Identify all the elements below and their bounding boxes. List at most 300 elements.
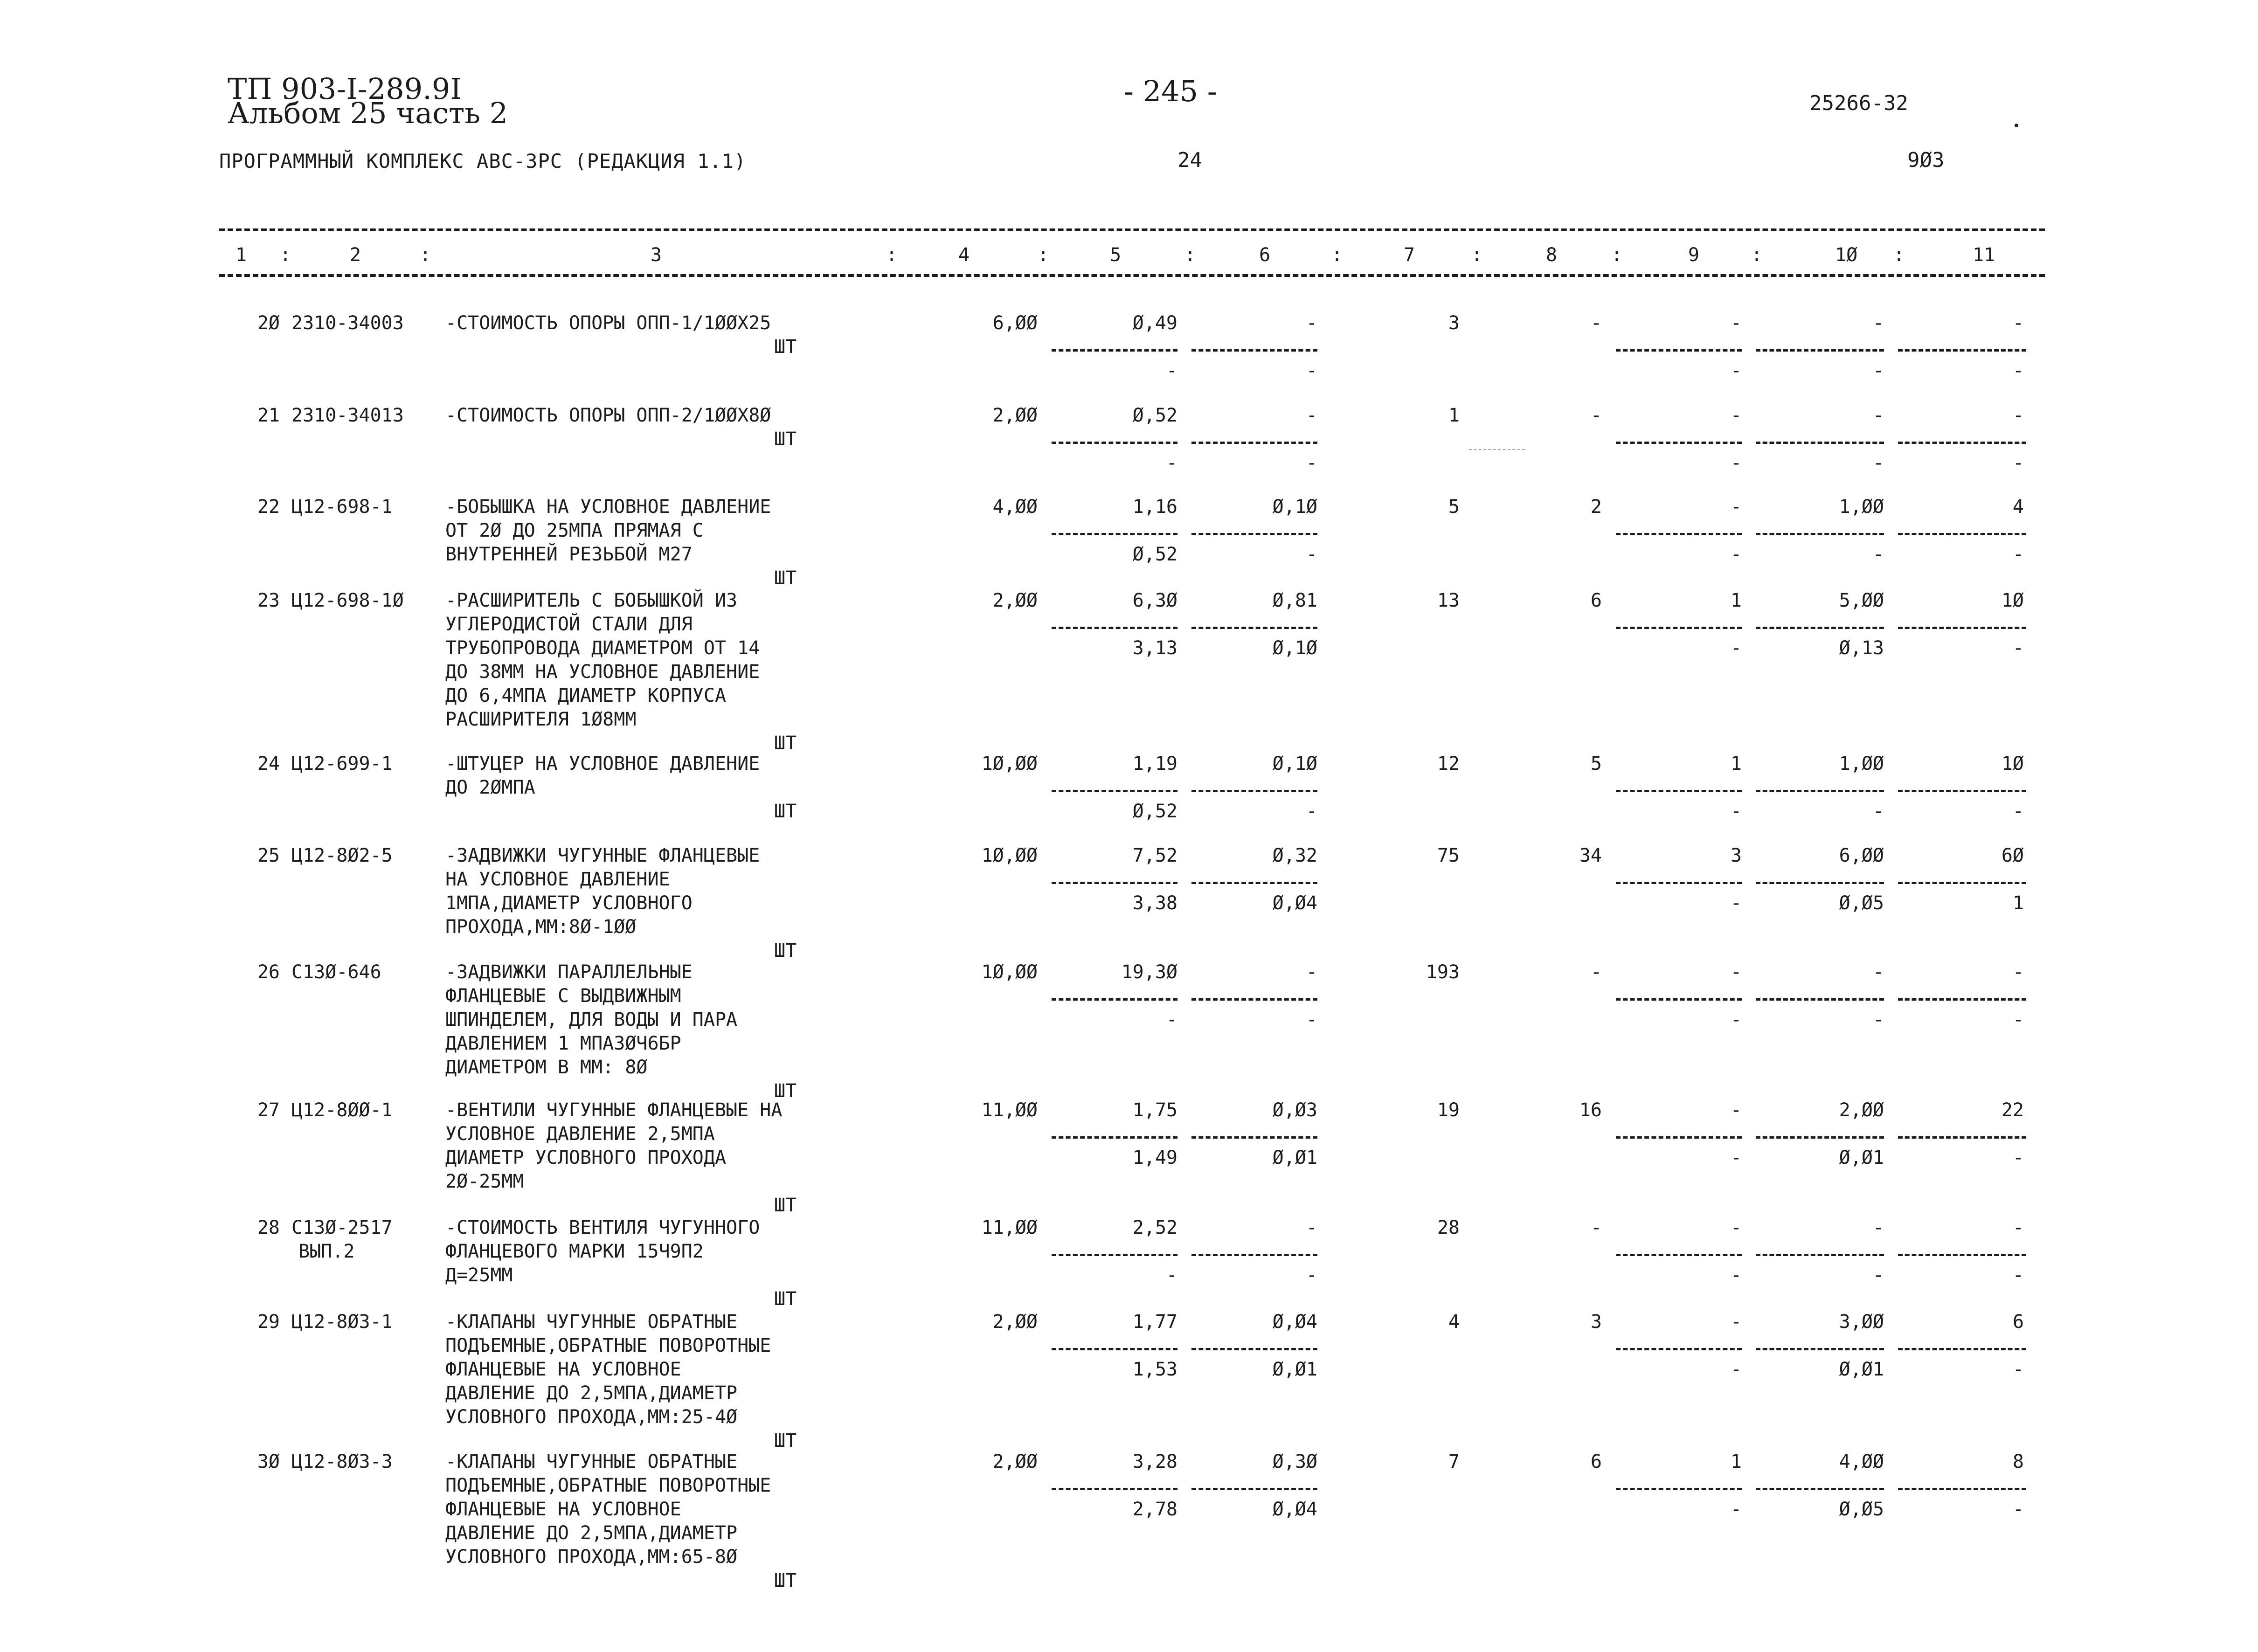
row-number: 23 — [257, 590, 280, 611]
row-description: УСЛОВНОГО ПРОХОДА,ММ:65-8Ø — [445, 1546, 738, 1568]
fraction-line — [1191, 349, 1317, 352]
cell-c6: - — [1306, 312, 1317, 334]
cell-c11: - — [2012, 1217, 2024, 1238]
cell-c9b: - — [1730, 1265, 1742, 1286]
cell-c11b: - — [2012, 1499, 2024, 1520]
fraction-line — [1616, 1254, 1742, 1256]
row-number: 27 — [257, 1099, 280, 1121]
cell-c11: 22 — [2001, 1099, 2024, 1121]
row-code: Ц12-8Ø3-1 — [291, 1311, 393, 1333]
header-number-903: 9Ø3 — [1907, 148, 1945, 172]
cell-c11: - — [2012, 405, 2024, 426]
cell-c8: - — [1590, 1217, 1602, 1238]
row-description: -ВЕНТИЛИ ЧУГУННЫЕ ФЛАНЦЕВЫЕ НА — [445, 1099, 783, 1121]
row-unit: ШТ — [774, 429, 797, 450]
cell-c8: - — [1590, 312, 1602, 334]
cell-c6: Ø,3Ø — [1272, 1451, 1317, 1472]
row-number: 28 — [257, 1217, 280, 1238]
column-header-2: 2 — [350, 244, 361, 266]
cell-c4: 1Ø,ØØ — [981, 845, 1038, 866]
cell-c11b: - — [2012, 1265, 2024, 1286]
row-description: ВНУТРЕННЕЙ РЕЗЬБОЙ М27 — [445, 544, 693, 565]
fraction-line — [1756, 1136, 1884, 1139]
fraction-line — [1052, 1488, 1177, 1490]
row-number: 24 — [257, 753, 280, 774]
cell-c11b: - — [2012, 452, 2024, 474]
cell-c7: 19 — [1437, 1099, 1460, 1121]
cell-c5: 6,3Ø — [1132, 590, 1177, 611]
cell-c7: 1 — [1448, 405, 1460, 426]
cell-c4: 2,ØØ — [992, 1451, 1038, 1472]
column-separator: : — [280, 244, 291, 266]
column-header-7: 7 — [1404, 244, 1415, 266]
cell-c5b: 1,49 — [1132, 1147, 1177, 1168]
row-description: -СТОИМОСТЬ ОПОРЫ ОПП-2/1ØØХ8Ø — [445, 405, 771, 426]
cell-c10: - — [1872, 405, 1884, 426]
cell-c8: 5 — [1590, 753, 1602, 774]
cell-c6b: Ø,Ø4 — [1272, 892, 1317, 914]
cell-c9: - — [1730, 961, 1742, 983]
cell-c10b: Ø,Ø1 — [1839, 1359, 1884, 1380]
cell-c11b: - — [2012, 637, 2024, 659]
cell-c6: Ø,Ø4 — [1272, 1311, 1317, 1333]
row-description: ТРУБОПРОВОДА ДИАМЕТРОМ ОТ 14 — [445, 637, 760, 659]
cell-c9b: - — [1730, 1359, 1742, 1380]
cell-c10b: Ø,Ø1 — [1839, 1147, 1884, 1168]
table-header-rule — [219, 274, 2045, 277]
row-number: 2Ø — [257, 312, 280, 334]
column-separator: : — [1471, 244, 1483, 266]
fraction-line — [1898, 882, 2026, 884]
row-description: НА УСЛОВНОЕ ДАВЛЕНИЕ — [445, 869, 670, 890]
cell-c5b: 1,53 — [1132, 1359, 1177, 1380]
cell-c9: 1 — [1730, 1451, 1742, 1472]
row-description: -ШТУЦЕР НА УСЛОВНОЕ ДАВЛЕНИЕ — [445, 753, 760, 774]
row-unit: ШТ — [774, 1288, 797, 1310]
row-code: Ц12-8ØØ-1 — [291, 1099, 393, 1121]
cell-c11: 8 — [2012, 1451, 2024, 1472]
cell-c9: - — [1730, 496, 1742, 518]
fraction-line — [1898, 998, 2026, 1001]
cell-c10: 1,ØØ — [1839, 496, 1884, 518]
cell-c6b: Ø,Ø1 — [1272, 1359, 1317, 1380]
fraction-line — [1052, 1136, 1177, 1139]
cell-c8: - — [1590, 405, 1602, 426]
cell-c5: 19,3Ø — [1121, 961, 1177, 983]
cell-c10b: Ø,Ø5 — [1839, 1499, 1884, 1520]
row-code: 2310-34013 — [291, 405, 404, 426]
row-description: Д=25ММ — [445, 1265, 513, 1286]
fraction-line — [1898, 1136, 2026, 1139]
row-number: 29 — [257, 1311, 280, 1333]
cell-c6: - — [1306, 1217, 1317, 1238]
row-code: 2310-34003 — [291, 312, 404, 334]
cell-c4: 1Ø,ØØ — [981, 961, 1038, 983]
cell-c5b: 2,78 — [1132, 1499, 1177, 1520]
row-description: -СТОИМОСТЬ ОПОРЫ ОПП-1/1ØØХ25 — [445, 312, 771, 334]
column-separator: : — [1038, 244, 1049, 266]
cell-c6b: Ø,Ø4 — [1272, 1499, 1317, 1520]
cell-c11b: - — [2012, 1359, 2024, 1380]
cell-c4: 11,ØØ — [981, 1217, 1038, 1238]
album-label: Альбом 25 часть 2 — [228, 96, 508, 130]
row-description: ПРОХОДА,ММ:8Ø-1ØØ — [445, 916, 637, 938]
row-description: ПОДЪЕМНЫЕ,ОБРАТНЫЕ ПОВОРОТНЫЕ — [445, 1335, 771, 1356]
fraction-line — [1616, 349, 1742, 352]
cell-c8: 6 — [1590, 590, 1602, 611]
cell-c4: 6,ØØ — [992, 312, 1038, 334]
fraction-line — [1898, 790, 2026, 792]
cell-c9: 1 — [1730, 753, 1742, 774]
row-unit: ШТ — [774, 1430, 797, 1452]
row-code: С13Ø-2517 — [291, 1217, 393, 1238]
cell-c5: 3,28 — [1132, 1451, 1177, 1472]
column-separator: : — [1611, 244, 1623, 266]
cell-c9: - — [1730, 312, 1742, 334]
row-description: -СТОИМОСТЬ ВЕНТИЛЯ ЧУГУННОГО — [445, 1217, 760, 1238]
cell-c5: 2,52 — [1132, 1217, 1177, 1238]
cell-c6b: - — [1306, 1009, 1317, 1030]
cell-c9b: - — [1730, 801, 1742, 822]
row-description: ДО 6,4МПА ДИАМЕТР КОРПУСА — [445, 685, 727, 706]
fraction-line — [1616, 1136, 1742, 1139]
cell-c10: 1,ØØ — [1839, 753, 1884, 774]
row-description: -ЗАДВИЖКИ ПАРАЛЛЕЛЬНЫЕ — [445, 961, 693, 983]
row-description: ФЛАНЦЕВОГО МАРКИ 15Ч9П2 — [445, 1241, 704, 1262]
fraction-line — [1052, 998, 1177, 1001]
cell-c10: 6,ØØ — [1839, 845, 1884, 866]
row-unit: ШТ — [774, 567, 797, 589]
column-header-5: 5 — [1110, 244, 1122, 266]
cell-c7: 12 — [1437, 753, 1460, 774]
cell-c8: 2 — [1590, 496, 1602, 518]
fraction-line — [1052, 882, 1177, 884]
fraction-line — [1191, 533, 1317, 535]
cell-c10: - — [1872, 312, 1884, 334]
cell-c11: - — [2012, 961, 2024, 983]
row-unit: ШТ — [774, 940, 797, 961]
row-description: -КЛАПАНЫ ЧУГУННЫЕ ОБРАТНЫЕ — [445, 1451, 738, 1472]
cell-c11b: - — [2012, 360, 2024, 381]
cell-c5: 7,52 — [1132, 845, 1177, 866]
row-description: ПОДЪЕМНЫЕ,ОБРАТНЫЕ ПОВОРОТНЫЕ — [445, 1475, 771, 1496]
fraction-line — [1616, 790, 1742, 792]
cell-c5: Ø,49 — [1132, 312, 1177, 334]
cell-c6: - — [1306, 405, 1317, 426]
cell-c8: 34 — [1579, 845, 1602, 866]
cell-c10: 3,ØØ — [1839, 1311, 1884, 1333]
row-unit: ШТ — [774, 1080, 797, 1102]
cell-c9: - — [1730, 1099, 1742, 1121]
cell-c10: - — [1872, 961, 1884, 983]
program-title: ПРОГРАММНЫЙ КОМПЛЕКС АВС-3РС (РЕДАКЦИЯ 1.1) — [219, 150, 747, 173]
row-code: Ц12-698-1 — [291, 496, 393, 518]
fraction-line — [1898, 442, 2026, 444]
cell-c5b: 3,13 — [1132, 637, 1177, 659]
cell-c11b: - — [2012, 1009, 2024, 1030]
row-unit: ШТ — [774, 1570, 797, 1591]
fraction-line — [1616, 882, 1742, 884]
fraction-line — [1756, 882, 1884, 884]
cell-c7: 4 — [1448, 1311, 1460, 1333]
row-description: УСЛОВНОГО ПРОХОДА,ММ:25-4Ø — [445, 1406, 738, 1428]
cell-c9: - — [1730, 405, 1742, 426]
fraction-line — [1756, 442, 1884, 444]
fraction-line — [1756, 533, 1884, 535]
fraction-line — [1756, 349, 1884, 352]
cell-c8: 6 — [1590, 1451, 1602, 1472]
cell-c11: - — [2012, 312, 2024, 334]
cell-c10b: - — [1872, 544, 1884, 565]
fraction-line — [1191, 1254, 1317, 1256]
cell-c7: 7 — [1448, 1451, 1460, 1472]
fraction-line — [1052, 1254, 1177, 1256]
row-number: 21 — [257, 405, 280, 426]
cell-c10: 5,ØØ — [1839, 590, 1884, 611]
column-separator: : — [1184, 244, 1196, 266]
cell-c6: Ø,81 — [1272, 590, 1317, 611]
cell-c7: 28 — [1437, 1217, 1460, 1238]
row-description: -КЛАПАНЫ ЧУГУННЫЕ ОБРАТНЫЕ — [445, 1311, 738, 1333]
cell-c9b: - — [1730, 360, 1742, 381]
cell-c5b: - — [1166, 1265, 1177, 1286]
cell-c10b: Ø,13 — [1839, 637, 1884, 659]
row-description: ДО 2ØМПА — [445, 777, 535, 798]
row-number: 25 — [257, 845, 280, 866]
cell-c4: 11,ØØ — [981, 1099, 1038, 1121]
cell-c6: Ø,Ø3 — [1272, 1099, 1317, 1121]
cell-c6b: - — [1306, 1265, 1317, 1286]
fraction-line — [1191, 1136, 1317, 1139]
fraction-line — [1052, 790, 1177, 792]
row-number: 3Ø — [257, 1451, 280, 1472]
fraction-line — [1052, 1348, 1177, 1350]
cell-c7: 193 — [1426, 961, 1460, 983]
row-unit: ШТ — [774, 733, 797, 754]
row-code: Ц12-8Ø3-3 — [291, 1451, 393, 1472]
row-description: ДАВЛЕНИЕ ДО 2,5МПА,ДИАМЕТР — [445, 1382, 738, 1404]
cell-c4: 1Ø,ØØ — [981, 753, 1038, 774]
row-unit: ШТ — [774, 336, 797, 358]
column-header-11: 11 — [1973, 244, 1995, 266]
row-code: ВЫП.2 — [298, 1241, 355, 1262]
cell-c5: 1,75 — [1132, 1099, 1177, 1121]
fraction-line — [1756, 1348, 1884, 1350]
cell-c9b: - — [1730, 1499, 1742, 1520]
row-description: -БОБЫШКА НА УСЛОВНОЕ ДАВЛЕНИЕ — [445, 496, 771, 518]
fraction-line — [1756, 1254, 1884, 1256]
cell-c4: 4,ØØ — [992, 496, 1038, 518]
row-description: ДИАМЕТРОМ В ММ: 8Ø — [445, 1057, 648, 1078]
cell-c7: 13 — [1437, 590, 1460, 611]
cell-c5b: 3,38 — [1132, 892, 1177, 914]
fraction-line — [1616, 627, 1742, 629]
row-description: ДАВЛЕНИЕМ 1 МПА3ØЧ6БР — [445, 1033, 681, 1054]
cell-c11b: - — [2012, 801, 2024, 822]
fraction-line — [1616, 1488, 1742, 1490]
row-description: ДО 38ММ НА УСЛОВНОЕ ДАВЛЕНИЕ — [445, 661, 760, 683]
fraction-line — [1052, 533, 1177, 535]
cell-c5: 1,77 — [1132, 1311, 1177, 1333]
cell-c9: - — [1730, 1311, 1742, 1333]
column-header-8: 8 — [1546, 244, 1558, 266]
cell-c7: 75 — [1437, 845, 1460, 866]
row-description: ШПИНДЕЛЕМ, ДЛЯ ВОДЫ И ПАРА — [445, 1009, 738, 1030]
fraction-line — [1191, 998, 1317, 1001]
cell-c5b: Ø,52 — [1132, 801, 1177, 822]
fraction-line — [1898, 349, 2026, 352]
fraction-line — [1616, 998, 1742, 1001]
header-number-24: 24 — [1177, 148, 1202, 172]
fraction-line — [1616, 442, 1742, 444]
column-separator: : — [1893, 244, 1905, 266]
cell-c11: 6 — [2012, 1311, 2024, 1333]
cell-c6b: - — [1306, 360, 1317, 381]
column-separator: : — [886, 244, 898, 266]
cell-c5b: - — [1166, 360, 1177, 381]
cell-c9: 3 — [1730, 845, 1742, 866]
row-description: УСЛОВНОЕ ДАВЛЕНИЕ 2,5МПА — [445, 1123, 715, 1145]
fraction-line — [1898, 627, 2026, 629]
cell-c6b: Ø,Ø1 — [1272, 1147, 1317, 1168]
document-code: ТП 903-I-289.9I — [228, 72, 462, 106]
fraction-line — [1191, 1488, 1317, 1490]
cell-c9b: - — [1730, 637, 1742, 659]
cell-c6: Ø,1Ø — [1272, 753, 1317, 774]
row-number: 26 — [257, 961, 280, 983]
cell-c6b: Ø,1Ø — [1272, 637, 1317, 659]
cell-c10b: - — [1872, 1009, 1884, 1030]
cell-c10: - — [1872, 1217, 1884, 1238]
cell-c7: 5 — [1448, 496, 1460, 518]
cell-c7: 3 — [1448, 312, 1460, 334]
cell-c9b: - — [1730, 892, 1742, 914]
cell-c10b: - — [1872, 801, 1884, 822]
cell-c10b: - — [1872, 1265, 1884, 1286]
cell-c9b: - — [1730, 452, 1742, 474]
row-description: ФЛАНЦЕВЫЕ НА УСЛОВНОЕ — [445, 1499, 681, 1520]
fraction-line — [1616, 1348, 1742, 1350]
row-unit: ШТ — [774, 801, 797, 822]
cell-c5b: - — [1166, 452, 1177, 474]
fraction-line — [1616, 533, 1742, 535]
cell-c10: 4,ØØ — [1839, 1451, 1884, 1472]
fraction-line — [1191, 790, 1317, 792]
row-code: Ц12-698-1Ø — [291, 590, 404, 611]
cell-c5: 1,16 — [1132, 496, 1177, 518]
column-separator: : — [420, 244, 431, 266]
fraction-line — [1898, 533, 2026, 535]
row-description: ДАВЛЕНИЕ ДО 2,5МПА,ДИАМЕТР — [445, 1522, 738, 1544]
cell-c6: - — [1306, 961, 1317, 983]
cell-c6b: - — [1306, 452, 1317, 474]
cell-c4: 2,ØØ — [992, 405, 1038, 426]
row-description: ОТ 2Ø ДО 25МПА ПРЯМАЯ С — [445, 520, 704, 541]
column-separator: : — [1751, 244, 1763, 266]
fraction-line — [1191, 882, 1317, 884]
row-code: Ц12-699-1 — [291, 753, 393, 774]
row-description: УГЛЕРОДИСТОЙ СТАЛИ ДЛЯ — [445, 614, 693, 635]
fraction-line — [1191, 627, 1317, 629]
cell-c4: 2,ØØ — [992, 590, 1038, 611]
row-description: РАСШИРИТЕЛЯ 1Ø8ММ — [445, 709, 637, 730]
column-separator: : — [1331, 244, 1343, 266]
cell-c9b: - — [1730, 544, 1742, 565]
cell-c10b: Ø,Ø5 — [1839, 892, 1884, 914]
cell-c10: 2,ØØ — [1839, 1099, 1884, 1121]
cell-c5b: Ø,52 — [1132, 544, 1177, 565]
fraction-line — [1898, 1254, 2026, 1256]
row-description: ДИАМЕТР УСЛОВНОГО ПРОХОДА — [445, 1147, 727, 1168]
cell-c11: 1Ø — [2001, 590, 2024, 611]
document-number: 25266-32 — [1809, 91, 1908, 115]
cell-c11: 1Ø — [2001, 753, 2024, 774]
cell-c10b: - — [1872, 360, 1884, 381]
cell-c8: - — [1590, 961, 1602, 983]
fraction-line — [1756, 998, 1884, 1001]
row-number: 22 — [257, 496, 280, 518]
fraction-line — [1898, 1488, 2026, 1490]
cell-c9: - — [1730, 1217, 1742, 1238]
scan-mark — [1469, 449, 1525, 450]
row-description: 1МПА,ДИАМЕТР УСЛОВНОГО — [445, 892, 693, 914]
cell-c11: 4 — [2012, 496, 2024, 518]
cell-c6: Ø,1Ø — [1272, 496, 1317, 518]
fraction-line — [1756, 790, 1884, 792]
row-code: Ц12-8Ø2-5 — [291, 845, 393, 866]
fraction-line — [1191, 442, 1317, 444]
page-number: - 245 - — [1124, 74, 1217, 108]
cell-c9b: - — [1730, 1147, 1742, 1168]
column-header-10: 1Ø — [1835, 244, 1858, 266]
fraction-line — [1052, 627, 1177, 629]
column-header-9: 9 — [1688, 244, 1700, 266]
cell-c9b: - — [1730, 1009, 1742, 1030]
cell-c5: 1,19 — [1132, 753, 1177, 774]
row-description: -ЗАДВИЖКИ ЧУГУННЫЕ ФЛАНЦЕВЫЕ — [445, 845, 760, 866]
row-unit: ШТ — [774, 1195, 797, 1216]
cell-c11b: - — [2012, 1147, 2024, 1168]
row-description: -РАСШИРИТЕЛЬ С БОБЫШКОЙ ИЗ — [445, 590, 738, 611]
table-top-rule — [219, 228, 2045, 231]
cell-c9: 1 — [1730, 590, 1742, 611]
column-header-6: 6 — [1259, 244, 1271, 266]
fraction-line — [1756, 627, 1884, 629]
row-description: ФЛАНЦЕВЫЕ НА УСЛОВНОЕ — [445, 1359, 681, 1380]
cell-c11b: - — [2012, 544, 2024, 565]
cell-c10b: - — [1872, 452, 1884, 474]
row-description: 2Ø-25ММ — [445, 1171, 524, 1192]
column-header-1: 1 — [235, 244, 247, 266]
cell-c11: 6Ø — [2001, 845, 2024, 866]
fraction-line — [1898, 1348, 2026, 1350]
cell-c4: 2,ØØ — [992, 1311, 1038, 1333]
row-description: ФЛАНЦЕВЫЕ С ВЫДВИЖНЫМ — [445, 985, 681, 1007]
row-code: С13Ø-646 — [291, 961, 381, 983]
fraction-line — [1052, 349, 1177, 352]
cell-c6b: - — [1306, 801, 1317, 822]
cell-c6b: - — [1306, 544, 1317, 565]
cell-c5b: - — [1166, 1009, 1177, 1030]
cell-c11b: 1 — [2012, 892, 2024, 914]
fraction-line — [1052, 442, 1177, 444]
cell-c5: Ø,52 — [1132, 405, 1177, 426]
scan-speck — [2015, 124, 2018, 127]
cell-c8: 3 — [1590, 1311, 1602, 1333]
cell-c8: 16 — [1579, 1099, 1602, 1121]
fraction-line — [1756, 1488, 1884, 1490]
column-header-3: 3 — [651, 244, 662, 266]
